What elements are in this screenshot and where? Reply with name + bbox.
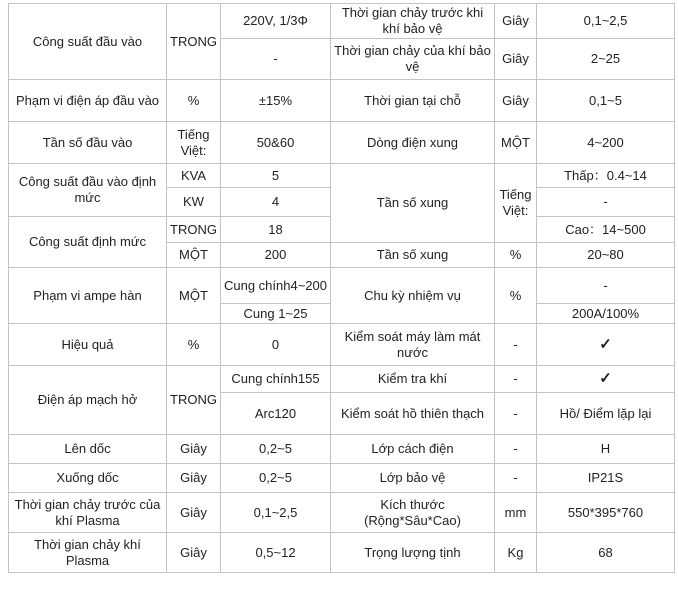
param-value: 0,1~2,5: [537, 4, 675, 39]
param-value: Cao：14~500: [537, 217, 675, 243]
param-unit: Giây: [495, 80, 537, 122]
table-row: [9, 80, 675, 122]
param-unit: TRONG: [167, 4, 221, 80]
param-value: 2~25: [537, 39, 675, 80]
param-value: Arc120: [221, 393, 331, 435]
param-name: Thời gian tại chỗ: [331, 80, 495, 122]
param-unit: MỘT: [167, 243, 221, 268]
param-unit: Giây: [167, 435, 221, 464]
param-unit: Tiếng Việt:: [495, 164, 537, 243]
param-name: Tần số xung: [331, 164, 495, 243]
check-mark-icon: ✓: [537, 366, 675, 393]
param-unit: Tiếng Việt:: [167, 122, 221, 164]
param-value: Hồ/ Điểm lặp lại: [537, 393, 675, 435]
param-name: Thời gian chảy của khí bảo vệ: [331, 39, 495, 80]
check-mark-icon: ✓: [537, 324, 675, 366]
param-value: 220V, 1/3Φ: [221, 4, 331, 39]
param-name: Thời gian chảy trước của khí Plasma: [9, 493, 167, 533]
param-value: 18: [221, 217, 331, 243]
param-value: 0,1~5: [537, 80, 675, 122]
param-unit: -: [495, 464, 537, 493]
param-unit: TRONG: [167, 366, 221, 435]
param-value: Cung 1~25: [221, 304, 331, 324]
param-unit: mm: [495, 493, 537, 533]
spec-table: [8, 3, 675, 573]
param-unit: %: [167, 324, 221, 366]
param-name: Tần số đầu vào: [9, 122, 167, 164]
param-name: Kích thước (Rộng*Sâu*Cao): [331, 493, 495, 533]
table-row: [9, 268, 675, 304]
param-unit: %: [495, 268, 537, 324]
param-value: 200: [221, 243, 331, 268]
param-name: Kiểm tra khí: [331, 366, 495, 393]
param-unit: %: [167, 80, 221, 122]
param-unit: Giây: [495, 4, 537, 39]
param-value: 550*395*760: [537, 493, 675, 533]
param-unit: Giây: [495, 39, 537, 80]
param-unit: Giây: [167, 493, 221, 533]
table-row: [9, 122, 675, 164]
table-row: [9, 464, 675, 493]
param-unit: MỘT: [167, 268, 221, 324]
param-value: Cung chính155: [221, 366, 331, 393]
param-value: -: [221, 39, 331, 80]
table-row: [9, 324, 675, 366]
param-unit: Giây: [167, 533, 221, 573]
param-value: Thấp：0.4~14: [537, 164, 675, 188]
param-name: Lớp cách điện: [331, 435, 495, 464]
param-value: 5: [221, 164, 331, 188]
param-unit: -: [495, 366, 537, 393]
table-row: [9, 533, 675, 573]
param-value: ±15%: [221, 80, 331, 122]
param-name: Phạm vi ampe hàn: [9, 268, 167, 324]
param-name: Công suất định mức: [9, 217, 167, 268]
param-unit: TRONG: [167, 217, 221, 243]
param-value: 0,1~2,5: [221, 493, 331, 533]
param-value: IP21S: [537, 464, 675, 493]
param-name: Tần số xung: [331, 243, 495, 268]
param-value: 50&60: [221, 122, 331, 164]
param-value: 0,2~5: [221, 435, 331, 464]
param-unit: -: [495, 324, 537, 366]
param-value: -: [537, 188, 675, 217]
param-unit: KW: [167, 188, 221, 217]
param-name: Thời gian chảy khí Plasma: [9, 533, 167, 573]
param-name: Công suất đầu vào: [9, 4, 167, 80]
param-name: Thời gian chảy trước khi khí bảo vệ: [331, 4, 495, 39]
table-row: [9, 4, 675, 39]
param-name: Điện áp mạch hở: [9, 366, 167, 435]
param-name: Lên dốc: [9, 435, 167, 464]
param-unit: -: [495, 435, 537, 464]
param-name: Chu kỳ nhiệm vụ: [331, 268, 495, 324]
param-unit: -: [495, 393, 537, 435]
table-row: [9, 164, 675, 188]
param-value: Cung chính4~200: [221, 268, 331, 304]
param-value: 20~80: [537, 243, 675, 268]
spec-table-container: [8, 3, 675, 573]
param-value: H: [537, 435, 675, 464]
param-unit: %: [495, 243, 537, 268]
param-value: 0,2~5: [221, 464, 331, 493]
param-value: 68: [537, 533, 675, 573]
param-unit: Kg: [495, 533, 537, 573]
param-value: 200A/100%: [537, 304, 675, 324]
param-value: 4~200: [537, 122, 675, 164]
param-name: Phạm vi điện áp đầu vào: [9, 80, 167, 122]
param-value: -: [537, 268, 675, 304]
param-value: 0,5~12: [221, 533, 331, 573]
param-unit: Giây: [167, 464, 221, 493]
param-name: Kiểm soát máy làm mát nước: [331, 324, 495, 366]
param-name: Xuống dốc: [9, 464, 167, 493]
param-unit: MỘT: [495, 122, 537, 164]
table-row: [9, 493, 675, 533]
table-row: [9, 366, 675, 393]
param-value: 4: [221, 188, 331, 217]
param-name: Dòng điện xung: [331, 122, 495, 164]
param-name: Hiệu quả: [9, 324, 167, 366]
param-value: 0: [221, 324, 331, 366]
table-row: [9, 435, 675, 464]
param-name: Lớp bảo vệ: [331, 464, 495, 493]
param-name: Trọng lượng tịnh: [331, 533, 495, 573]
param-name: Kiểm soát hồ thiên thạch: [331, 393, 495, 435]
param-name: Công suất đầu vào định mức: [9, 164, 167, 217]
param-unit: KVA: [167, 164, 221, 188]
